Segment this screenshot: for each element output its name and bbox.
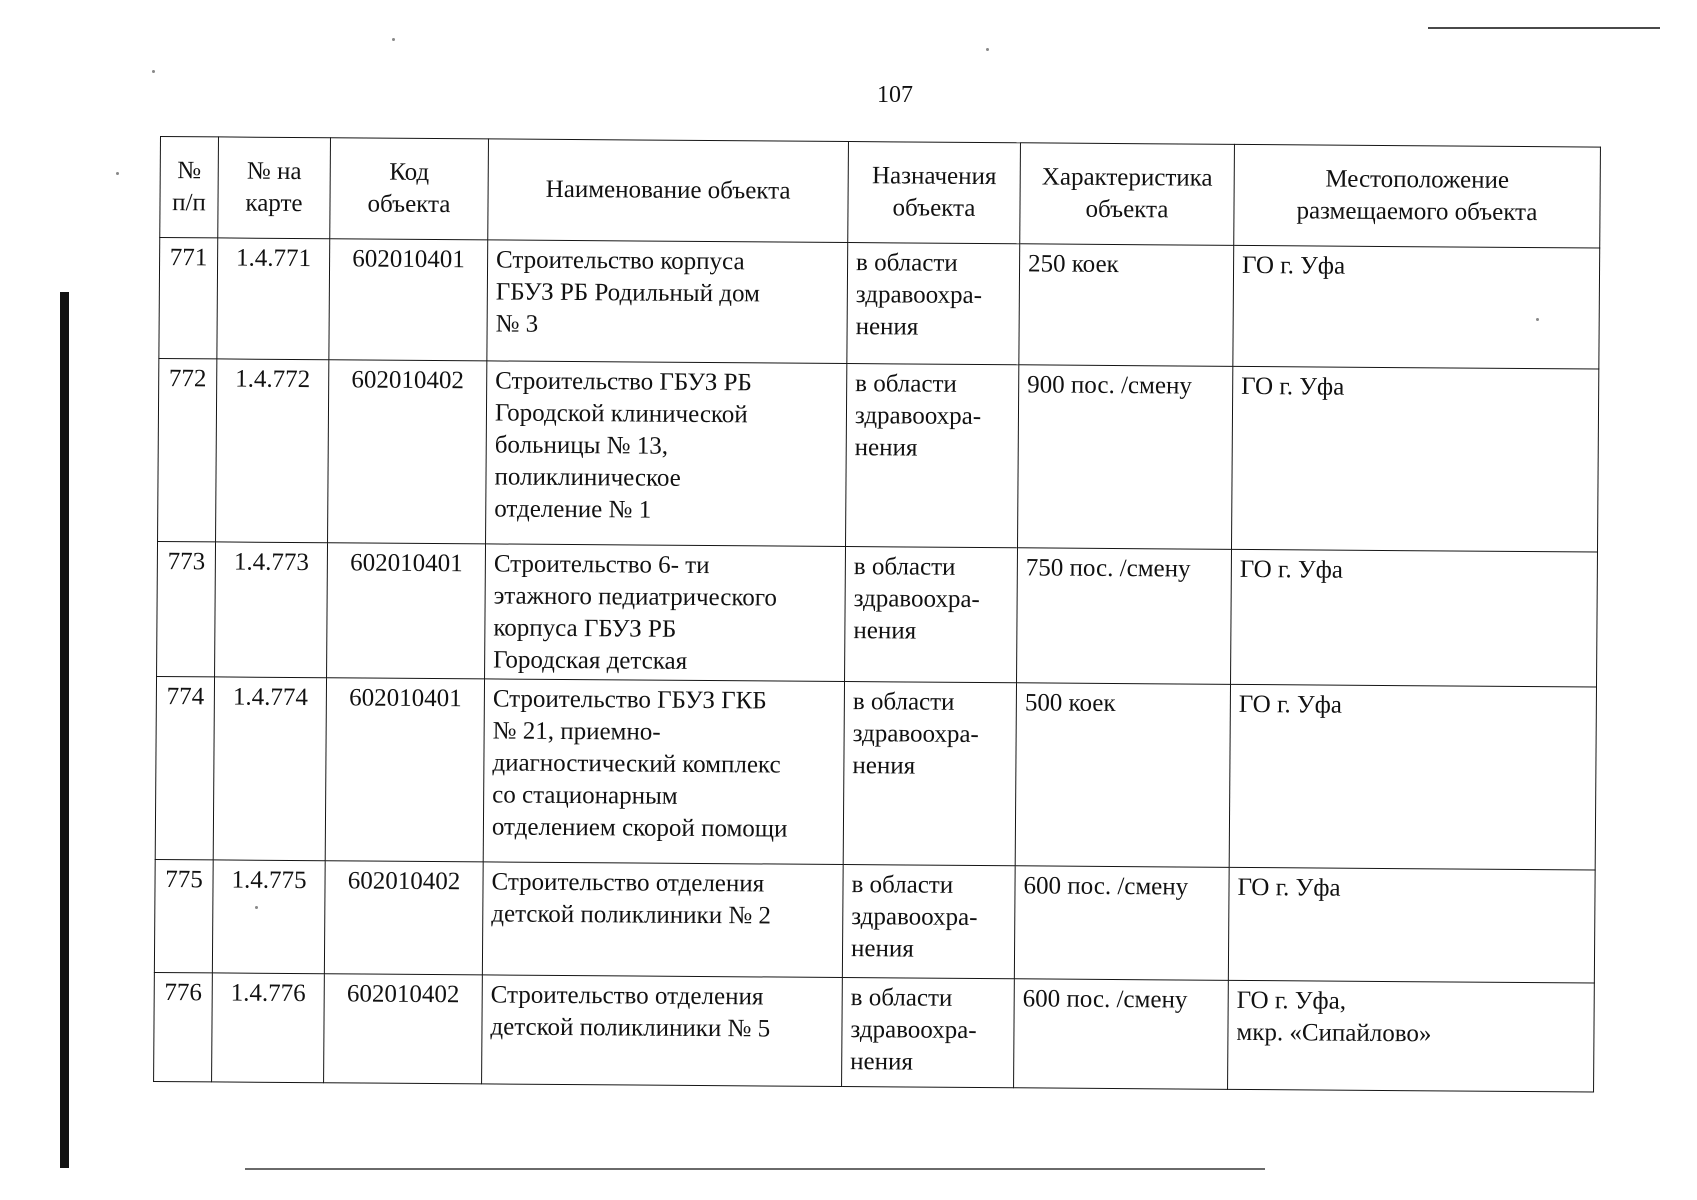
cell-num: 772 xyxy=(158,358,217,541)
table-header-row xyxy=(160,137,1601,249)
cell-characteristic: 750 пос. /смену xyxy=(1017,548,1232,685)
header-num: № п/п xyxy=(160,137,219,238)
table-row xyxy=(157,541,1598,687)
table-row xyxy=(154,972,1595,1092)
cell-num: 771 xyxy=(159,238,218,359)
table-row xyxy=(159,238,1600,370)
cell-name: Строительство ГБУЗ ГКБ № 21, приемно- диагностический комплекс со стационарным отделением скорой помощи xyxy=(483,679,844,865)
header-location: Местоположение размещаемого объекта xyxy=(1234,144,1601,248)
cell-name: Строительство отделения детской поликлиники № 5 xyxy=(482,975,843,1087)
cell-code: 602010401 xyxy=(329,239,488,361)
cell-code: 602010402 xyxy=(324,861,483,975)
cell-map-num: 1.4.773 xyxy=(215,542,328,678)
cell-purpose: в области здравоохра- нения xyxy=(847,243,1020,365)
cell-purpose: в области здравоохра- нения xyxy=(846,364,1019,548)
cell-code: 602010402 xyxy=(328,360,487,544)
table-row xyxy=(158,358,1599,552)
objects-table xyxy=(153,136,1601,1093)
header-name: Наименование объекта xyxy=(488,139,849,243)
cell-num: 773 xyxy=(157,541,216,676)
cell-code: 602010402 xyxy=(324,974,483,1084)
top-margin-line xyxy=(1428,27,1660,29)
cell-code: 602010401 xyxy=(325,678,484,862)
bottom-margin-line xyxy=(245,1168,1265,1170)
cell-map-num: 1.4.776 xyxy=(212,973,325,1083)
header-purpose: Назначения объекта xyxy=(848,142,1021,244)
cell-name: Строительство корпуса ГБУЗ РБ Родильный дом № 3 xyxy=(487,240,848,364)
cell-characteristic: 600 пос. /смену xyxy=(1014,979,1229,1090)
cell-purpose: в области здравоохра- нения xyxy=(843,682,1016,866)
cell-name: Строительство ГБУЗ РБ Городской клинической больницы № 13, поликлиническое отделение № 1 xyxy=(486,361,847,547)
cell-map-num: 1.4.772 xyxy=(216,359,329,543)
cell-map-num: 1.4.771 xyxy=(217,238,330,360)
table-row xyxy=(154,859,1595,983)
cell-name: Строительство отделения детской поликлиники № 2 xyxy=(482,862,843,978)
cell-purpose: в области здравоохра- нения xyxy=(842,865,1015,979)
cell-location: ГО г. Уфа xyxy=(1233,245,1600,369)
cell-location: ГО г. Уфа xyxy=(1231,366,1598,552)
cell-num: 776 xyxy=(154,972,213,1081)
cell-purpose: в области здравоохра- нения xyxy=(845,547,1018,683)
cell-code: 602010401 xyxy=(327,543,486,679)
cell-map-num: 1.4.774 xyxy=(213,677,326,861)
scan-speck xyxy=(392,38,395,41)
cell-characteristic: 600 пос. /смену xyxy=(1014,866,1229,981)
header-characteristic: Характеристика объекта xyxy=(1020,143,1235,246)
header-code: Код объекта xyxy=(330,138,489,240)
cell-name: Строительство 6- ти этажного педиатрического корпуса ГБУЗ РБ Городская детская xyxy=(485,544,846,682)
cell-map-num: 1.4.775 xyxy=(212,860,325,974)
cell-characteristic: 900 пос. /смену xyxy=(1018,365,1233,550)
scan-speck xyxy=(116,172,119,175)
cell-location: ГО г. Уфа xyxy=(1231,549,1598,687)
scan-speck xyxy=(152,70,155,73)
cell-num: 775 xyxy=(154,859,213,972)
cell-location: ГО г. Уфа xyxy=(1229,684,1596,870)
header-map-num: № на карте xyxy=(218,137,331,239)
cell-num: 774 xyxy=(155,676,214,859)
scan-speck xyxy=(986,48,989,51)
table-row xyxy=(155,676,1596,870)
cell-characteristic: 250 коек xyxy=(1019,244,1234,367)
scan-edge-shadow xyxy=(60,292,69,1168)
page-number: 107 xyxy=(877,82,913,108)
cell-location: ГО г. Уфа, мкр. «Сипайлово» xyxy=(1228,980,1595,1092)
cell-characteristic: 500 коек xyxy=(1015,683,1230,868)
cell-location: ГО г. Уфа xyxy=(1228,867,1595,983)
cell-purpose: в области здравоохра- нения xyxy=(842,978,1015,1088)
